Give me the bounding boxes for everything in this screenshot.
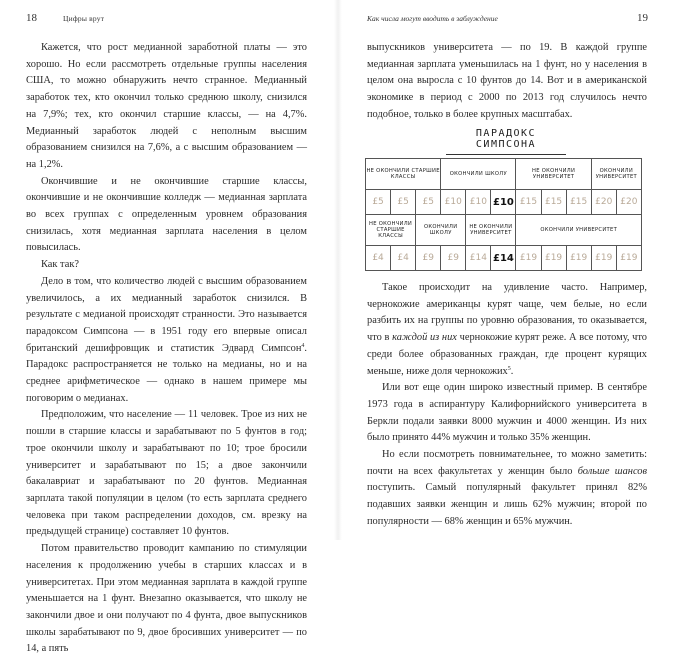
paragraph-text: поступить. Самый популярный факультет принял 82% подавших заявки женщин и лишь 62% мужчин; второй по популярности — 68% женщин и 65% мужчин. [367,482,647,527]
group-label: ОКОНЧИЛИ УНИВЕРСИТЕТ [516,215,642,246]
salary-cell: £4 [391,246,416,271]
paragraph-text: . [510,365,514,377]
paragraph-text: . Парадокс распространяется не только на медианы, но и на среднее арифметическое — однако в нашем примере мы поговорим о медианах. [26,342,307,404]
footnote-marker[interactable]: 5 [507,365,511,372]
paragraph-text: чернокожие курят реже. А все потому, что среди более образованных граждан, где процент курящих меньше, ниже доля чернокожих [367,332,648,377]
salary-cell: £5 [391,190,416,215]
salary-cell: £10 [466,190,491,215]
right-body-text-bottom [367,280,647,531]
right-body-text-top [367,40,647,124]
paragraph: Кажется, что рост медианной заработной платы — это хорошо. Но если рассмотреть отдельные группы населения США, то можно обнаружить нечто странное. Медианный заработок тех, кто окончил только среднюю школу, снизился на 7,9%; тех, кто окончил старшие классы, — на 4,7%. Медианный заработок людей с неполным высшим образованием снизился на 7,6%, а с высшим образованием — на 1,2%. [26,42,307,170]
paragraph: Предположим, что население — 11 человек. Трое из них не пошли в старшие классы и зарабатывают по 5 фунтов в год; трое окончили школу и зарабатывают по 10; трое бросили университет и зарабатывают по 15; а двое закончили бакалавриат и зарабатывают по 20 фунтов. Медианная зарплата такой популяции в целом (то есть зарплата среднего человека при таком распределении доходов, см. врезку на предыдущей странице) составляет 10 фунтов. [26,409,307,538]
salary-cell: £15 [516,190,541,215]
right-page [338,0,675,540]
salary-cell: £15 [566,190,591,215]
before-header-row [366,159,642,190]
salary-cell: £5 [416,190,441,215]
salary-cell: £5 [366,190,391,215]
salary-cell: £19 [541,246,566,271]
salary-cell: £19 [591,246,616,271]
after-header-row [366,215,642,246]
paragraph: Как так? [41,259,79,271]
paragraph [26,274,307,408]
footnote-marker[interactable]: 4 [301,342,305,349]
paragraph-text: Дело в том, что количество людей с высшим образованием увеличилось, а их медианный заработок снизился. В результате с медианой происходят странности. Это называется парадоксом Симпсона — в 1951 году его впервые описал британский дешифровщик и статистик Эдвард Симпсон [26,275,307,354]
emphasis-text: больше шансов [577,465,647,477]
page-number-right: 19 [637,12,648,24]
group-label: НЕ ОКОНЧИЛИ УНИВЕРСИТЕТ [466,215,516,246]
paragraph: Или вот еще один широко известный пример. В сентябре 1973 года в аспирантуру Калифорнийского университета в Беркли подали заявки 8000 мужчин и 4000 женщин. Из них было принято 44% мужчин и только 35% женщин. [367,382,647,444]
paragraph: выпускников университета — по 19. В каждой группе медианная зарплата уменьшилась на 1 фунт, но у населения в целом она выросла с 10 фунтов до 14. Вот и в американской экономике в период с 2000 по 2013 год случилось нечто подобное, только в более крупных масштабах. [367,42,647,120]
salary-cell: £4 [366,246,391,271]
salary-cell: £20 [591,190,616,215]
group-label: ОКОНЧИЛИ ШКОЛУ [416,215,466,246]
salary-cell: £19 [566,246,591,271]
paragraph: Потом правительство проводит кампанию по стимуляции населения к продолжению учебы в старших классах и в университетах. При этом медианная зарплата в каждой группе уменьшается на 1 фунт. Внезапно оказывается, что школу не закончили двое и они получают по 4 фунта, двое выпускников школы зарабатывают по 9, двое бросивших университет — по 14, а пять [26,543,307,655]
running-title-left: Цифры врут [63,14,105,23]
figure-table [365,158,642,271]
paragraph: Окончившие и не окончившие старшие классы, окончившие и не окончившие колледж — медианная зарплата во всех группах с определенным уровнем образования снизилась, хотя медианная зарплата населения в целом повысилась. [26,175,307,254]
salary-cell: £20 [616,190,641,215]
paragraph [367,447,647,531]
emphasis-text: каждой из них [392,332,457,344]
left-body-text [26,40,307,658]
salary-cell: £19 [516,246,541,271]
group-label: ОКОНЧИЛИ УНИВЕРСИТЕТ [591,159,641,190]
paragraph-text: Но если посмотреть повнимательнее, то можно заметить: почти на всех факультетах у женщин было [367,449,647,477]
group-label: ОКОНЧИЛИ ШКОЛУ [441,159,516,190]
paragraph-text: Такое происходит на удивление часто. Например, чернокожие американцы курят чаще, чем белые, но если разбить их на группы по уровню образования, то оказывается, что в [367,282,647,344]
salary-cell: £14 [466,246,491,271]
paragraph [367,280,647,380]
group-label: НЕ ОКОНЧИЛИ СТАРШИЕ КЛАССЫ [366,215,416,246]
figure-title: ПАРАДОКС СИМПСОНА [446,128,566,155]
left-page [0,0,338,655]
salary-cell: £9 [416,246,441,271]
running-title-right: Как числа могут вводить в заблуждение [367,14,498,23]
median-salary-cell: £10 [491,190,516,215]
page-number-left: 18 [26,12,37,24]
before-values-row [366,190,642,215]
salary-cell: £15 [541,190,566,215]
salary-cell: £10 [441,190,466,215]
group-label: НЕ ОКОНЧИЛИ УНИВЕРСИТЕТ [516,159,591,190]
group-label: НЕ ОКОНЧИЛИ СТАРШИЕ КЛАССЫ [366,159,441,190]
salary-cell: £9 [441,246,466,271]
salary-cell: £19 [616,246,641,271]
simpson-paradox-figure [365,128,647,271]
after-values-row [366,246,642,271]
median-salary-cell: £14 [491,246,516,271]
